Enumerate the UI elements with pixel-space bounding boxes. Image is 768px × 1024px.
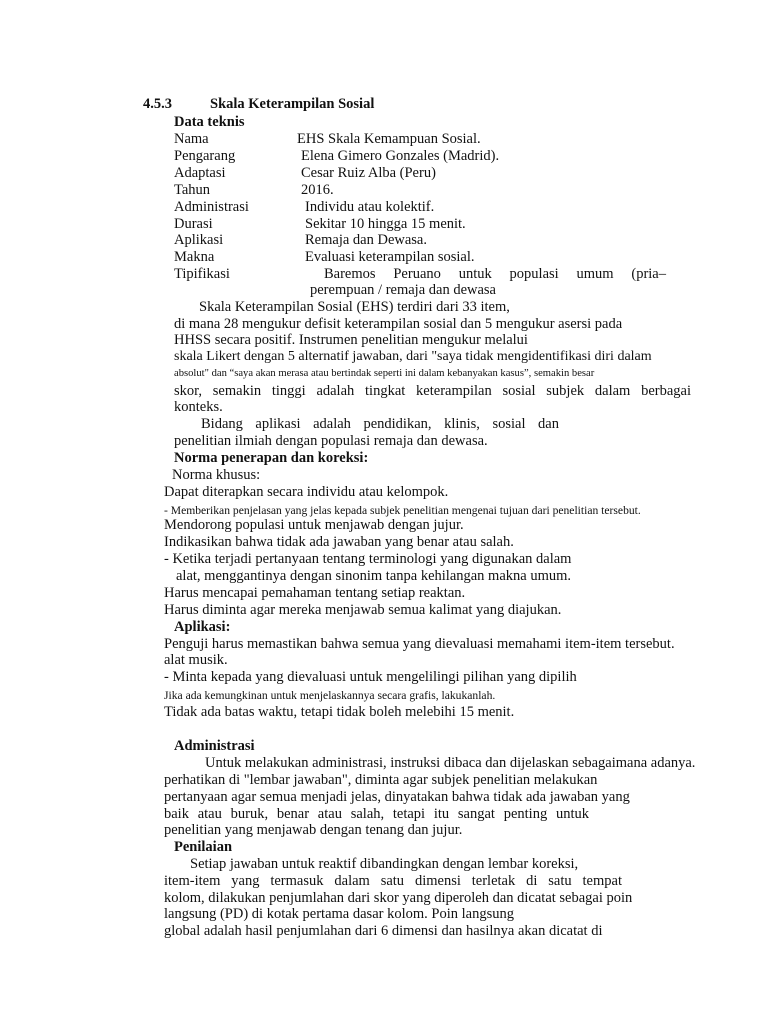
label-pengarang: Pengarang (174, 148, 236, 164)
label-tipifikasi: Tipifikasi (174, 266, 230, 282)
desc-line: absolut" dan “saya akan merasa atau bertindak seperti ini dalam kebanyakan kasus”, semakin besar (174, 368, 595, 379)
heading-text: Data teknis (174, 114, 245, 130)
value-administrasi: Individu atau kolektif. (305, 199, 435, 215)
value-tipifikasi-cont: perempuan / remaja dan dewasa (310, 282, 496, 298)
norma-line: Harus diminta agar mereka menjawab semua kalimat yang diajukan. (164, 602, 562, 618)
value-aplikasi: Remaja dan Dewasa. (305, 232, 427, 248)
label-administrasi: Administrasi (174, 199, 249, 215)
norma-line: alat, menggantinya dengan sinonim tanpa kehilangan makna umum. (176, 568, 572, 584)
penilaian-line: langsung (PD) di kotak pertama dasar kolom. Poin langsung (164, 906, 514, 922)
norma-line: - Memberikan penjelasan yang jelas kepada subjek penelitian mengenai tujuan dari penelitian tersebut. (164, 504, 641, 517)
norma-line: Harus mencapai pemahaman tentang setiap reaktan. (164, 585, 466, 601)
heading-text: Penilaian (174, 839, 233, 855)
heading-text: Administrasi (174, 738, 255, 754)
value-tipifikasi: Baremos Peruano untuk populasi umum (pria– (324, 266, 666, 282)
desc-line: HHSS secara positif. Instrumen penelitian mengukur melalui (174, 332, 528, 348)
administrasi-line: penelitian yang menjawab dengan tenang dan jujur. (164, 822, 463, 838)
penilaian-line: kolom, dilakukan penjumlahan dari skor yang diperoleh dan dicatat sebagai poin (164, 890, 633, 906)
aplikasi-line: - Minta kepada yang dievaluasi untuk mengelilingi pilihan yang dipilih (164, 669, 577, 685)
value-durasi: Sekitar 10 hingga 15 menit. (305, 216, 466, 232)
aplikasi-line: alat musik. (164, 652, 228, 668)
value-pengarang: Elena Gimero Gonzales (Madrid). (301, 148, 500, 164)
norma-line: Mendorong populasi untuk menjawab dengan jujur. (164, 517, 464, 533)
penilaian-line: Setiap jawaban untuk reaktif dibandingkan dengan lembar koreksi, (190, 856, 579, 872)
norma-line: Indikasikan bahwa tidak ada jawaban yang benar atau salah. (164, 534, 514, 550)
value-tahun: 2016. (301, 182, 334, 198)
heading-text: Norma penerapan dan koreksi: (174, 450, 369, 466)
section-title: Skala Keterampilan Sosial (210, 96, 375, 112)
administrasi-line: perhatikan di "lembar jawaban", diminta agar subjek penelitian melakukan (164, 772, 598, 788)
heading-text: Aplikasi: (174, 619, 231, 635)
label-tahun: Tahun (174, 182, 211, 198)
penilaian-line: item-item yang termasuk dalam satu dimensi terletak di satu tempat (164, 873, 622, 889)
value-adaptasi: Cesar Ruiz Alba (Peru) (301, 165, 436, 181)
penilaian-line: global adalah hasil penjumlahan dari 6 dimensi dan hasilnya akan dicatat di (164, 923, 603, 939)
value-makna: Evaluasi keterampilan sosial. (305, 249, 475, 265)
section-number: 4.5.3 (143, 96, 172, 112)
administrasi-line: pertanyaan agar semua menjadi jelas, dinyatakan bahwa tidak ada jawaban yang (164, 789, 630, 805)
label-aplikasi: Aplikasi (174, 232, 224, 248)
penilaian-heading (170, 839, 232, 856)
label-durasi: Durasi (174, 216, 213, 232)
norma-heading (170, 450, 368, 467)
label-nama: Nama (174, 131, 209, 147)
aplikasi-line: Tidak ada batas waktu, tetapi tidak boleh melebihi 15 menit. (164, 704, 515, 720)
aplikasi-heading (170, 619, 230, 636)
desc-line: penelitian ilmiah dengan populasi remaja dan dewasa. (174, 433, 488, 449)
desc-line: skor, semakin tinggi adalah tingkat keterampilan sosial subjek dalam berbagai (174, 383, 691, 399)
data-teknis-heading (170, 114, 245, 131)
aplikasi-line: Penguji harus memastikan bahwa semua yang dievaluasi memahami item-item tersebut. (164, 636, 675, 652)
norma-line: Dapat diterapkan secara individu atau kelompok. (164, 484, 449, 500)
label-adaptasi: Adaptasi (174, 165, 226, 181)
administrasi-line: Untuk melakukan administrasi, instruksi dibaca dan dijelaskan sebagaimana adanya. (205, 755, 696, 771)
administrasi-line: baik atau buruk, benar atau salah, tetapi itu sangat penting untuk (164, 806, 589, 822)
norma-line: Norma khusus: (172, 467, 261, 483)
desc-line: di mana 28 mengukur defisit keterampilan sosial dan 5 mengukur asersi pada (174, 316, 623, 332)
norma-line: - Ketika terjadi pertanyaan tentang terminologi yang digunakan dalam (164, 551, 572, 567)
desc-line: skala Likert dengan 5 alternatif jawaban, dari "saya tidak mengidentifikasi diri dalam (174, 349, 652, 364)
administrasi-heading (170, 738, 255, 755)
label-makna: Makna (174, 249, 215, 265)
value-nama: EHS Skala Kemampuan Sosial. (297, 131, 481, 147)
desc-line: konteks. (174, 399, 223, 415)
desc-line: Skala Keterampilan Sosial (EHS) terdiri dari 33 item, (199, 299, 510, 315)
aplikasi-line: Jika ada kemungkinan untuk menjelaskannya secara grafis, lakukanlah. (164, 689, 496, 702)
desc-line: Bidang aplikasi adalah pendidikan, klinis, sosial dan (201, 416, 559, 432)
